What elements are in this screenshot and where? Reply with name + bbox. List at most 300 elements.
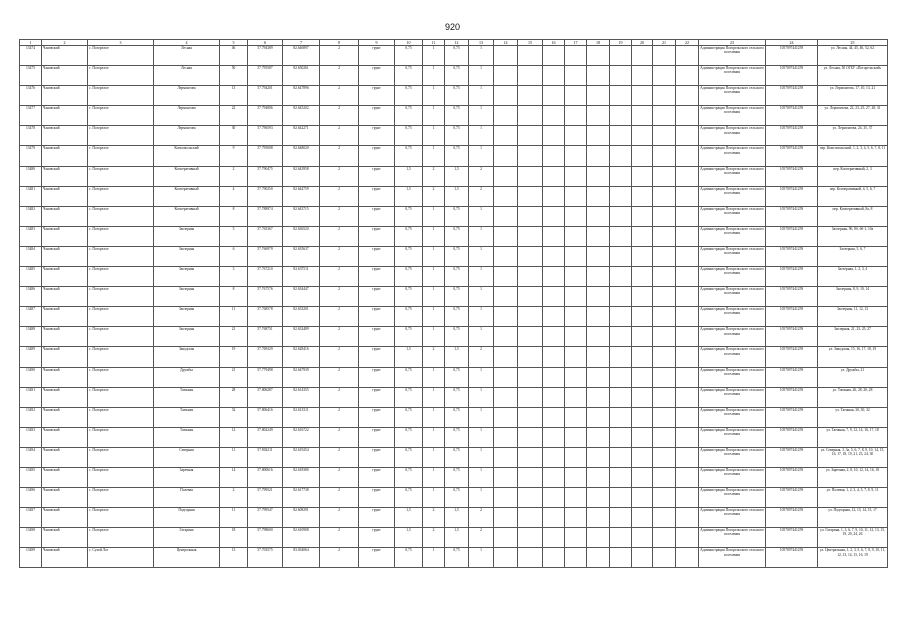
table-cell [587, 407, 610, 427]
table-cell: 1 [423, 327, 445, 347]
table-cell: грунт [359, 488, 395, 508]
table-cell: 82.633201 [283, 307, 320, 327]
table-cell: Чановский [42, 508, 88, 528]
table-cell [610, 347, 632, 367]
table-cell: 57.800616 [248, 467, 283, 487]
table-cell [565, 206, 587, 226]
column-index-cell: 25 [818, 40, 888, 46]
table-cell: 1057097441259 [766, 528, 818, 548]
table-cell: 13475 [20, 66, 42, 86]
table-cell [653, 86, 676, 106]
table-cell [632, 367, 653, 387]
table-cell: 1057097441259 [766, 206, 818, 226]
table-cell [610, 46, 632, 66]
table-cell: 0,75 [445, 367, 469, 387]
table-cell: 2 [320, 508, 359, 528]
table-cell: 57.802249 [248, 427, 283, 447]
table-cell [632, 166, 653, 186]
table-cell: 2 [320, 387, 359, 407]
table-cell [518, 106, 543, 126]
table-cell [653, 246, 676, 266]
table-cell: 82.643958 [283, 166, 320, 186]
table-cell [565, 367, 587, 387]
table-cell: 0,75 [445, 307, 469, 327]
table-cell: 0,75 [445, 46, 469, 66]
table-cell [653, 287, 676, 307]
table-cell [543, 307, 565, 327]
table-cell: Администрация Погорельского сельского поселения [699, 387, 766, 407]
table-cell: ул. Лермонтова, 22, 23, 25, 27, 28, 31 [818, 106, 888, 126]
table-cell: 1 [469, 267, 494, 287]
table-cell: с. Погорелое [88, 66, 154, 86]
table-cell: 1 [423, 246, 445, 266]
column-index-cell: 7 [283, 40, 320, 46]
table-cell: 0,75 [395, 427, 423, 447]
table-cell [565, 66, 587, 86]
table-cell: грунт [359, 367, 395, 387]
table-row [20, 206, 888, 226]
table-cell: 1 [423, 548, 445, 568]
table-cell [610, 226, 632, 246]
table-cell [676, 186, 699, 206]
column-index-cell: 18 [587, 40, 610, 46]
table-cell [653, 508, 676, 528]
table-cell: с. Погорелое [88, 146, 154, 166]
table-cell: 2 [423, 508, 445, 528]
table-cell [610, 146, 632, 166]
table-cell [565, 508, 587, 528]
table-cell [565, 548, 587, 568]
table-cell: Чановский [42, 226, 88, 246]
table-cell [653, 367, 676, 387]
table-cell: 13485 [20, 267, 42, 287]
table-cell: с. Погорелое [88, 387, 154, 407]
table-cell: Администрация Погорельского сельского поселения [699, 206, 766, 226]
table-cell [632, 407, 653, 427]
table-cell: 82.632489 [283, 327, 320, 347]
table-cell: 1 [423, 106, 445, 126]
table-cell: 0,75 [445, 206, 469, 226]
table-cell: 2 [320, 488, 359, 508]
table-cell: 1 [423, 427, 445, 447]
table-cell [543, 508, 565, 528]
table-cell: Администрация Погорельского сельского поселения [699, 427, 766, 447]
table-cell [518, 166, 543, 186]
table-cell: 13 [220, 548, 248, 568]
table-cell: Администрация Погорельского сельского поселения [699, 488, 766, 508]
table-cell [494, 447, 518, 467]
table-cell: с. Погорелое [88, 347, 154, 367]
table-cell [653, 46, 676, 66]
table-cell [676, 166, 699, 186]
table-cell [518, 246, 543, 266]
table-cell: 2 [320, 367, 359, 387]
table-cell: Чановский [42, 307, 88, 327]
table-cell: Заозерная, 8, 9, 10, 14 [818, 287, 888, 307]
table-cell: 0,75 [395, 66, 423, 86]
table-cell [494, 488, 518, 508]
table-cell: 2 [320, 126, 359, 146]
table-cell [565, 126, 587, 146]
table-cell [632, 548, 653, 568]
table-cell: 32 [220, 407, 248, 427]
table-cell: 12 [220, 427, 248, 447]
column-index-cell: 23 [699, 40, 766, 46]
table-cell [676, 226, 699, 246]
table-cell: 1057097441259 [766, 347, 818, 367]
table-cell: ул. Заводская, 15, 16, 17, 18, 19 [818, 347, 888, 367]
table-cell: 1,5 [395, 528, 423, 548]
table-cell: ул. Таежная, 26, 28, 20, 28 [818, 387, 888, 407]
table-cell: 21 [220, 367, 248, 387]
table-cell: 0,75 [445, 126, 469, 146]
table-cell: 0,75 [445, 467, 469, 487]
table-cell [676, 246, 699, 266]
table-cell: 1057097441259 [766, 387, 818, 407]
table-cell: 0,75 [395, 86, 423, 106]
table-cell [494, 146, 518, 166]
table-cell: грунт [359, 387, 395, 407]
table-cell: Лесная [154, 46, 220, 66]
table-cell: 1 [469, 106, 494, 126]
table-cell [494, 387, 518, 407]
table-cell [632, 106, 653, 126]
column-index-cell: 9 [359, 40, 395, 46]
table-cell: 0,75 [395, 488, 423, 508]
table-cell: 1 [469, 246, 494, 266]
table-cell: 13481 [20, 186, 42, 206]
table-cell: с. Погорелое [88, 246, 154, 266]
table-cell: Заозерная, 11, 12, 13 [818, 307, 888, 327]
table-cell: грунт [359, 447, 395, 467]
table-cell: 13484 [20, 246, 42, 266]
table-cell [543, 206, 565, 226]
table-cell [587, 126, 610, 146]
table-cell: 1 [423, 287, 445, 307]
table-cell: 57.790250 [248, 186, 283, 206]
table-cell: 57.767210 [248, 267, 283, 287]
table-cell [494, 528, 518, 548]
column-index-cell: 22 [676, 40, 699, 46]
table-body [20, 40, 888, 568]
table-cell [494, 367, 518, 387]
table-cell: 1057097441259 [766, 126, 818, 146]
table-cell [632, 508, 653, 528]
table-cell [632, 86, 653, 106]
table-cell: 1 [469, 226, 494, 246]
table-cell [518, 46, 543, 66]
table-cell [518, 548, 543, 568]
table-cell [565, 246, 587, 266]
table-cell: ул. Центральная, 1, 2, 3, 5, 6, 7, 8, 9, 10, 11, 12, 13, 14, 15, 16, 19 [818, 548, 888, 568]
table-cell: 46 [220, 46, 248, 66]
table-cell [676, 427, 699, 447]
table-cell: грунт [359, 287, 395, 307]
table-cell: 1 [469, 467, 494, 487]
table-cell [653, 267, 676, 287]
column-index-cell: 20 [632, 40, 653, 46]
table-cell [653, 226, 676, 246]
table-cell [610, 287, 632, 307]
table-cell: 82.643715 [283, 206, 320, 226]
table-cell [676, 46, 699, 66]
table-cell: грунт [359, 347, 395, 367]
table-cell [632, 126, 653, 146]
table-cell [676, 86, 699, 106]
table-cell [610, 86, 632, 106]
table-cell: Администрация Погорельского сельского поселения [699, 246, 766, 266]
table-cell [494, 166, 518, 186]
table-cell: Кооперативный [154, 186, 220, 206]
table-cell: 2 [320, 46, 359, 66]
table-cell [632, 467, 653, 487]
table-cell: Полевая [154, 488, 220, 508]
table-cell [610, 488, 632, 508]
table-cell [632, 447, 653, 467]
table-cell: 1 [423, 488, 445, 508]
table-cell [587, 246, 610, 266]
column-index-cell: 15 [518, 40, 543, 46]
table-cell: 0,75 [445, 66, 469, 86]
table-cell: 1057097441259 [766, 186, 818, 206]
table-cell [610, 387, 632, 407]
table-cell: 0,75 [445, 106, 469, 126]
table-cell: Администрация Погорельского сельского поселения [699, 548, 766, 568]
table-cell: 82.642271 [283, 126, 320, 146]
table-cell [587, 307, 610, 327]
table-cell [632, 327, 653, 347]
table-cell [518, 407, 543, 427]
table-cell: 2 [320, 246, 359, 266]
table-cell: 13474 [20, 46, 42, 66]
table-cell: 13487 [20, 307, 42, 327]
column-index-cell: 14 [494, 40, 518, 46]
table-cell: 1 [423, 46, 445, 66]
table-cell: 6 [220, 246, 248, 266]
table-cell: 1057097441259 [766, 488, 818, 508]
table-cell: 8 [220, 287, 248, 307]
table-cell: Чановский [42, 126, 88, 146]
table-cell [587, 106, 610, 126]
table-cell [518, 528, 543, 548]
table-cell: 0,75 [445, 548, 469, 568]
table-cell [518, 287, 543, 307]
table-row [20, 86, 888, 106]
table-cell: 0,75 [395, 548, 423, 568]
table-cell: 0,75 [445, 447, 469, 467]
table-cell: 1,5 [445, 166, 469, 186]
column-index-cell: 17 [565, 40, 587, 46]
table-cell [653, 126, 676, 146]
table-row [20, 126, 888, 146]
table-cell [518, 126, 543, 146]
table-row [20, 367, 888, 387]
table-cell: Чановский [42, 387, 88, 407]
table-cell: 13497 [20, 508, 42, 528]
column-index-cell: 19 [610, 40, 632, 46]
table-cell: 2 [320, 66, 359, 86]
table-cell [565, 186, 587, 206]
table-cell: 1 [469, 327, 494, 347]
table-cell [494, 246, 518, 266]
table-cell [543, 246, 565, 266]
table-cell: 14 [220, 467, 248, 487]
table-cell: ул. Дружбы, 21 [818, 367, 888, 387]
table-cell: пер. Кооперативный, 8а, 8 [818, 206, 888, 226]
table-cell [565, 387, 587, 407]
table-cell: 82.619254 [283, 447, 320, 467]
table-cell: 2 [320, 467, 359, 487]
table-cell: Чановский [42, 367, 88, 387]
table-cell [653, 427, 676, 447]
table-cell: 1,5 [395, 186, 423, 206]
table-cell [518, 206, 543, 226]
table-cell [518, 226, 543, 246]
table-cell: Заозерная [154, 307, 220, 327]
table-row [20, 508, 888, 528]
table-cell [632, 46, 653, 66]
table-cell: 1057097441259 [766, 267, 818, 287]
table-cell [610, 246, 632, 266]
table-cell: 28 [220, 387, 248, 407]
table-cell [565, 327, 587, 347]
table-cell: 1 [469, 367, 494, 387]
table-cell [565, 46, 587, 66]
table-cell: с. Погорелое [88, 307, 154, 327]
table-cell: 1057097441259 [766, 86, 818, 106]
table-cell [543, 427, 565, 447]
table-cell [494, 66, 518, 86]
table-row [20, 528, 888, 548]
table-cell: ул. Лесная, 44, 45, 46, 52, 62 [818, 46, 888, 66]
table-row [20, 226, 888, 246]
table-cell: 0,75 [395, 246, 423, 266]
table-cell: 0,75 [445, 488, 469, 508]
table-cell: 0,75 [395, 407, 423, 427]
table-cell: 1057097441259 [766, 106, 818, 126]
table-cell: 1 [469, 548, 494, 568]
table-cell: 2 [423, 347, 445, 367]
table-cell: 82.637511 [283, 267, 320, 287]
table-cell: с. Погорелое [88, 407, 154, 427]
table-cell: 1057097441259 [766, 508, 818, 528]
table-cell: 1057097441259 [766, 287, 818, 307]
table-cell [518, 367, 543, 387]
table-cell: ул. Лермонтова, 24, 35, 37 [818, 126, 888, 146]
table-cell: 0,75 [445, 287, 469, 307]
table-cell: 0,75 [445, 407, 469, 427]
table-cell [565, 407, 587, 427]
table-cell [653, 407, 676, 427]
table-cell [632, 427, 653, 447]
table-cell: 57.799547 [248, 508, 283, 528]
table-cell [653, 447, 676, 467]
table-cell: 9 [220, 146, 248, 166]
table-cell [565, 447, 587, 467]
table-cell [610, 467, 632, 487]
table-cell: Комсомольский [154, 146, 220, 166]
table-cell [676, 387, 699, 407]
table-cell [676, 267, 699, 287]
table-cell: Администрация Погорельского сельского поселения [699, 327, 766, 347]
table-cell: с. Погорелое [88, 528, 154, 548]
table-cell: Заозерная [154, 267, 220, 287]
table-cell: 57.703575 [248, 548, 283, 568]
table-cell: Администрация Погорельского сельского поселения [699, 126, 766, 146]
table-cell [610, 327, 632, 347]
table-cell [543, 226, 565, 246]
table-cell: с. Погорелое [88, 287, 154, 307]
table-cell: 13477 [20, 106, 42, 126]
table-cell: грунт [359, 206, 395, 226]
table-cell [676, 447, 699, 467]
table-cell: Администрация Погорельского сельского поселения [699, 467, 766, 487]
table-cell: 11 [220, 307, 248, 327]
table-cell: 1 [469, 46, 494, 66]
table-cell: 1057097441259 [766, 407, 818, 427]
table-cell: Чановский [42, 447, 88, 467]
table-cell [543, 467, 565, 487]
table-cell: Чановский [42, 86, 88, 106]
table-cell: с. Погорелое [88, 86, 154, 106]
table-cell: 1 [423, 126, 445, 146]
table-cell: 57.768578 [248, 307, 283, 327]
table-cell [518, 307, 543, 327]
table-cell: 0,75 [395, 307, 423, 327]
table-cell [565, 267, 587, 287]
table-cell [653, 327, 676, 347]
table-cell: Администрация Погорельского сельского поселения [699, 347, 766, 367]
table-cell [653, 387, 676, 407]
table-cell [494, 206, 518, 226]
table-cell: 0,75 [395, 206, 423, 226]
table-cell: 50 [220, 66, 248, 86]
table-cell [587, 387, 610, 407]
table-cell: 2 [220, 166, 248, 186]
table-cell [565, 427, 587, 447]
table-cell: Администрация Погорельского сельского поселения [699, 267, 766, 287]
table-cell [565, 467, 587, 487]
table-cell [494, 186, 518, 206]
table-cell [518, 427, 543, 447]
table-cell [518, 86, 543, 106]
table-cell [543, 327, 565, 347]
table-cell: 22 [220, 106, 248, 126]
table-cell: грунт [359, 307, 395, 327]
table-cell [494, 267, 518, 287]
table-cell: 13493 [20, 427, 42, 447]
table-cell: 1,5 [395, 347, 423, 367]
table-row [20, 427, 888, 447]
table-cell: с. Погорелое [88, 488, 154, 508]
table-cell: с. Погорелое [88, 367, 154, 387]
table-cell [518, 488, 543, 508]
table-cell: Администрация Погорельского сельского поселения [699, 307, 766, 327]
table-cell [632, 267, 653, 287]
table-cell: Заозерная, 9б, 8б, 6б-1, 10а [818, 226, 888, 246]
table-cell [565, 146, 587, 166]
table-cell [543, 66, 565, 86]
table-cell: 1,5 [395, 508, 423, 528]
table-cell [676, 327, 699, 347]
table-cell: 13494 [20, 447, 42, 467]
table-cell: 0,75 [445, 267, 469, 287]
table-cell [543, 146, 565, 166]
table-cell: Чановский [42, 528, 88, 548]
table-cell: 82.644759 [283, 186, 320, 206]
table-cell [543, 86, 565, 106]
table-cell: грунт [359, 46, 395, 66]
